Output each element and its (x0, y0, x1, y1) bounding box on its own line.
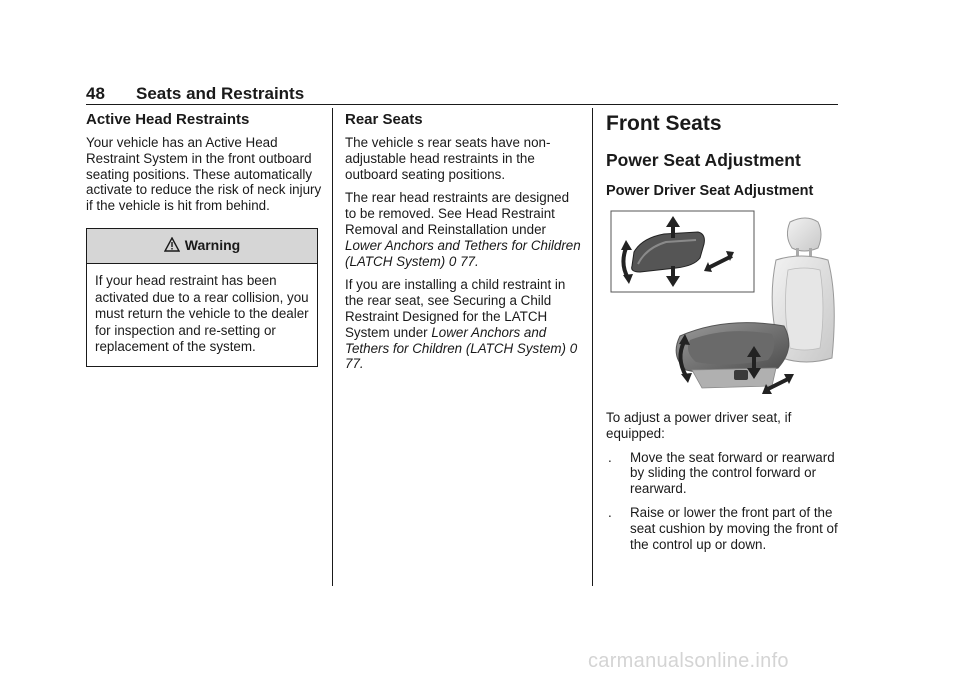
list-item (606, 505, 846, 552)
section-title: Seats and Restraints (136, 84, 305, 103)
column-3 (606, 111, 846, 560)
page-reference-1[interactable]: 0 77. (448, 253, 479, 269)
column-2 (345, 111, 581, 380)
column-divider-2 (592, 108, 593, 586)
headrest-shape (787, 218, 821, 251)
adjust-intro: To adjust a power driver seat, if equipped: (606, 410, 792, 441)
column-1 (86, 111, 322, 367)
paragraph-2-text: The rear head restraints are designed to be removed. See Head Restraint Removal and Reinstallation under (345, 190, 570, 237)
bullet-marker: . (608, 449, 612, 465)
bullet-text: Move the seat forward or rearward by sliding the control forward or rearward. (630, 449, 835, 497)
warning-header (87, 229, 317, 264)
page-header (86, 84, 838, 104)
warning-title: Warning (184, 237, 241, 254)
bullet-marker: . (608, 504, 612, 520)
active-head-restraints-paragraph: Your vehicle has an Active Head Restraint System in the front outboard seating positions. These automatically activate to reduce the risk of neck injury if the vehicle is hit from behind. (86, 135, 322, 214)
paragraph-3-text: If you are installing a child restraint in the rear seat, see Securing a Child Restraint Designed for the LATCH System under (345, 277, 566, 340)
warning-triangle-icon (164, 237, 180, 256)
page-number: 48 (86, 84, 105, 103)
column-divider-1 (332, 108, 333, 586)
front-seats-title: Front Seats (606, 112, 722, 135)
header-rule (86, 104, 838, 105)
active-head-restraints-heading: Active Head Restraints (86, 111, 250, 128)
rear-seats-paragraph-2 (345, 190, 581, 269)
power-seat-illustration (606, 208, 840, 400)
page-reference-2[interactable]: 0 77. (345, 340, 578, 372)
seat-diagram-svg (606, 208, 840, 400)
warning-body: If your head restraint has been activated due to a rear collision, you must return the vehicle to the dealer for inspection and re-setting or replacement of the system. (95, 272, 309, 355)
rear-seats-paragraph-3 (345, 277, 581, 372)
rear-seats-heading: Rear Seats (345, 111, 423, 128)
power-seat-adjustment-title: Power Seat Adjustment (606, 150, 801, 170)
latch-reference-link-2[interactable]: Lower Anchors and Tethers for Children (LATCH System) (345, 324, 567, 356)
bullet-text: Raise or lower the front part of the seat cushion by moving the front of the control up or down. (630, 504, 838, 552)
list-item (606, 450, 846, 497)
rear-seats-paragraph-1: The vehicle s rear seats have non-adjustable head restraints in the outboard seating positions. (345, 135, 551, 182)
warning-box (86, 228, 318, 367)
power-driver-seat-adjustment-title: Power Driver Seat Adjustment (606, 183, 814, 199)
latch-reference-link-1[interactable]: Lower Anchors and Tethers for Children (LATCH System) (345, 237, 581, 269)
watermark: carmanualsonline.info (588, 650, 789, 672)
